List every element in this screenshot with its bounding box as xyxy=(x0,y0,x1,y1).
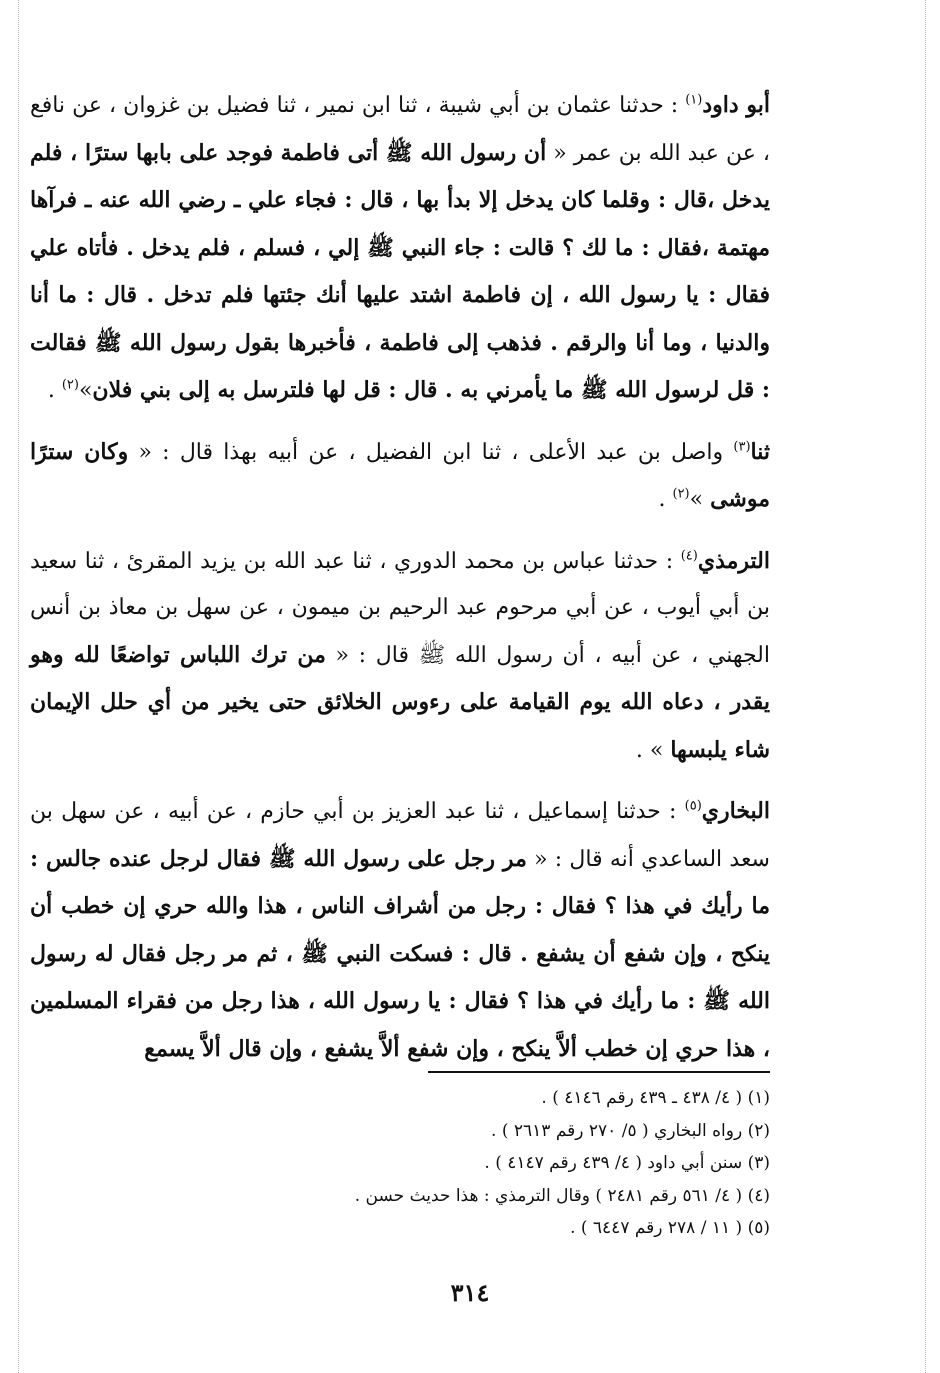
source-name: البخاري xyxy=(701,798,770,824)
footnote-separator xyxy=(428,1071,770,1073)
footnote-marker: (١) xyxy=(685,92,703,108)
footnote-item: (٥) ( ١١ / ٢٧٨ رقم ٦٤٤٧ ) . xyxy=(570,1218,770,1238)
quote-close: » xyxy=(689,487,711,512)
hadith-matn: وكان سترًا موشى xyxy=(30,438,770,512)
footnote-marker: (٢) xyxy=(61,377,79,393)
hadith-matn: من ترك اللباس تواضعًا لله وهو يقدر ، دعاه الله يوم القيامة على رءوس الخلائق حتى يخير من أي حلل الإيمان شاء يلبسها xyxy=(30,641,770,763)
paragraph-abu-dawud xyxy=(30,82,770,415)
isnad-text: : حدثنا عباس بن محمد الدوري ، ثنا عبد الله بن يزيد المقرئ ، ثنا سعيد بن أبي أيوب ، عن أبي مرحوم عبد الرحيم بن ميمون ، عن سهل بن معاذ بن أنس الجهني ، عن أبيه ، أن رسول الله ﷺ قال : « xyxy=(30,548,770,668)
sentence-end: . xyxy=(635,737,650,763)
isnad-text: واصل بن عبد الأعلى ، ثنا ابن الفضيل ، عن أبيه بهذا قال : « xyxy=(128,439,734,465)
source-name: ثنا xyxy=(750,438,770,465)
source-name: أبو داود xyxy=(702,92,770,118)
footnote-item: (٤) ( ٤/ ٥٦١ رقم ٢٤٨١ ) وقال الترمذي : هذا حديث حسن . xyxy=(354,1185,770,1206)
hadith-matn: مر رجل على رسول الله ﷺ فقال لرجل عنده جالس : ما رأيك في هذا ؟ فقال : رجل من أشراف الناس ، هذا والله حري إن خطب أن ينكح ، وإن شفع أن يشفع . قال : فسكت النبي ﷺ ، ثم مر رجل فقال له رسول الله ﷺ : ما رأيك في هذا ؟ فقال : يا رسول الله ، هذا رجل من فقراء المسلمين ، هذا حري إن خطب ألاَّ ينكح ، وإن شفع ألاَّ يشفع ، وإن قال ألاَّ يسمع xyxy=(30,845,770,1062)
isnad-text: : حدثنا إسماعيل ، ثنا عبد العزيز بن أبي حازم ، عن أبيه ، عن سهل بن سعد الساعدي أنه قال : « xyxy=(30,799,770,872)
left-margin-mark xyxy=(18,0,19,1373)
footnote-marker: (٥) xyxy=(684,798,702,814)
footnotes xyxy=(60,1082,770,1245)
page-number: ٣١٤ xyxy=(450,1278,490,1307)
right-margin-mark xyxy=(925,0,926,1373)
page-body xyxy=(30,82,770,1087)
quote-close: » xyxy=(649,737,671,763)
source-name: الترمذي xyxy=(697,547,770,574)
footnote-item: (٣) سنن أبي داود ( ٤/ ٤٣٩ رقم ٤١٤٧ ) . xyxy=(484,1153,770,1173)
paragraph-wasil xyxy=(30,429,770,524)
footnote-marker: (٣) xyxy=(733,439,751,455)
footnote-marker: (٢) xyxy=(672,486,690,502)
paragraph-tirmidhi xyxy=(30,538,770,775)
hadith-matn: أن رسول الله ﷺ أتى فاطمة فوجد على بابها سترًا ، فلم يدخل ،قال : وقلما كان يدخل إلا بدأ بها ، قال : فجاء علي ـ رضي الله عنه ـ فرآها مهتمة ،فقال : ما لك ؟ قالت : جاء النبي ﷺ إلي ، فسلم ، فلم يدخل . فأتاه علي فقال : يا رسول الله ، إن فاطمة اشتد عليها أنك جئتها فلم تدخل . قال : ما أنا والدنيا ، وما أنا والرقم . فذهب إلى فاطمة ، فأخبرها بقول رسول الله ﷺ فقالت : قل لرسول الله ﷺ ما يأمرني به . قال : قل لها فلترسل به إلى بني فلان xyxy=(30,139,770,403)
paragraph-bukhari xyxy=(30,788,770,1073)
sentence-end: . xyxy=(658,487,673,512)
sentence-end: . xyxy=(47,378,62,403)
footnote-item: (١) ( ٤/ ٤٣٨ ـ ٤٣٩ رقم ٤١٤٦ ) . xyxy=(541,1088,770,1108)
quote-close: » xyxy=(78,378,93,403)
isnad-text: : حدثنا عثمان بن أبي شيبة ، ثنا ابن نمير ، ثنا فضيل بن غزوان ، عن نافع ، عن عبد الله بن عمر « xyxy=(30,93,770,166)
footnote-item: (٢) رواه البخاري ( ٥/ ٢٧٠ رقم ٢٦١٣ ) . xyxy=(491,1120,770,1141)
footnote-marker: (٤) xyxy=(680,548,698,564)
